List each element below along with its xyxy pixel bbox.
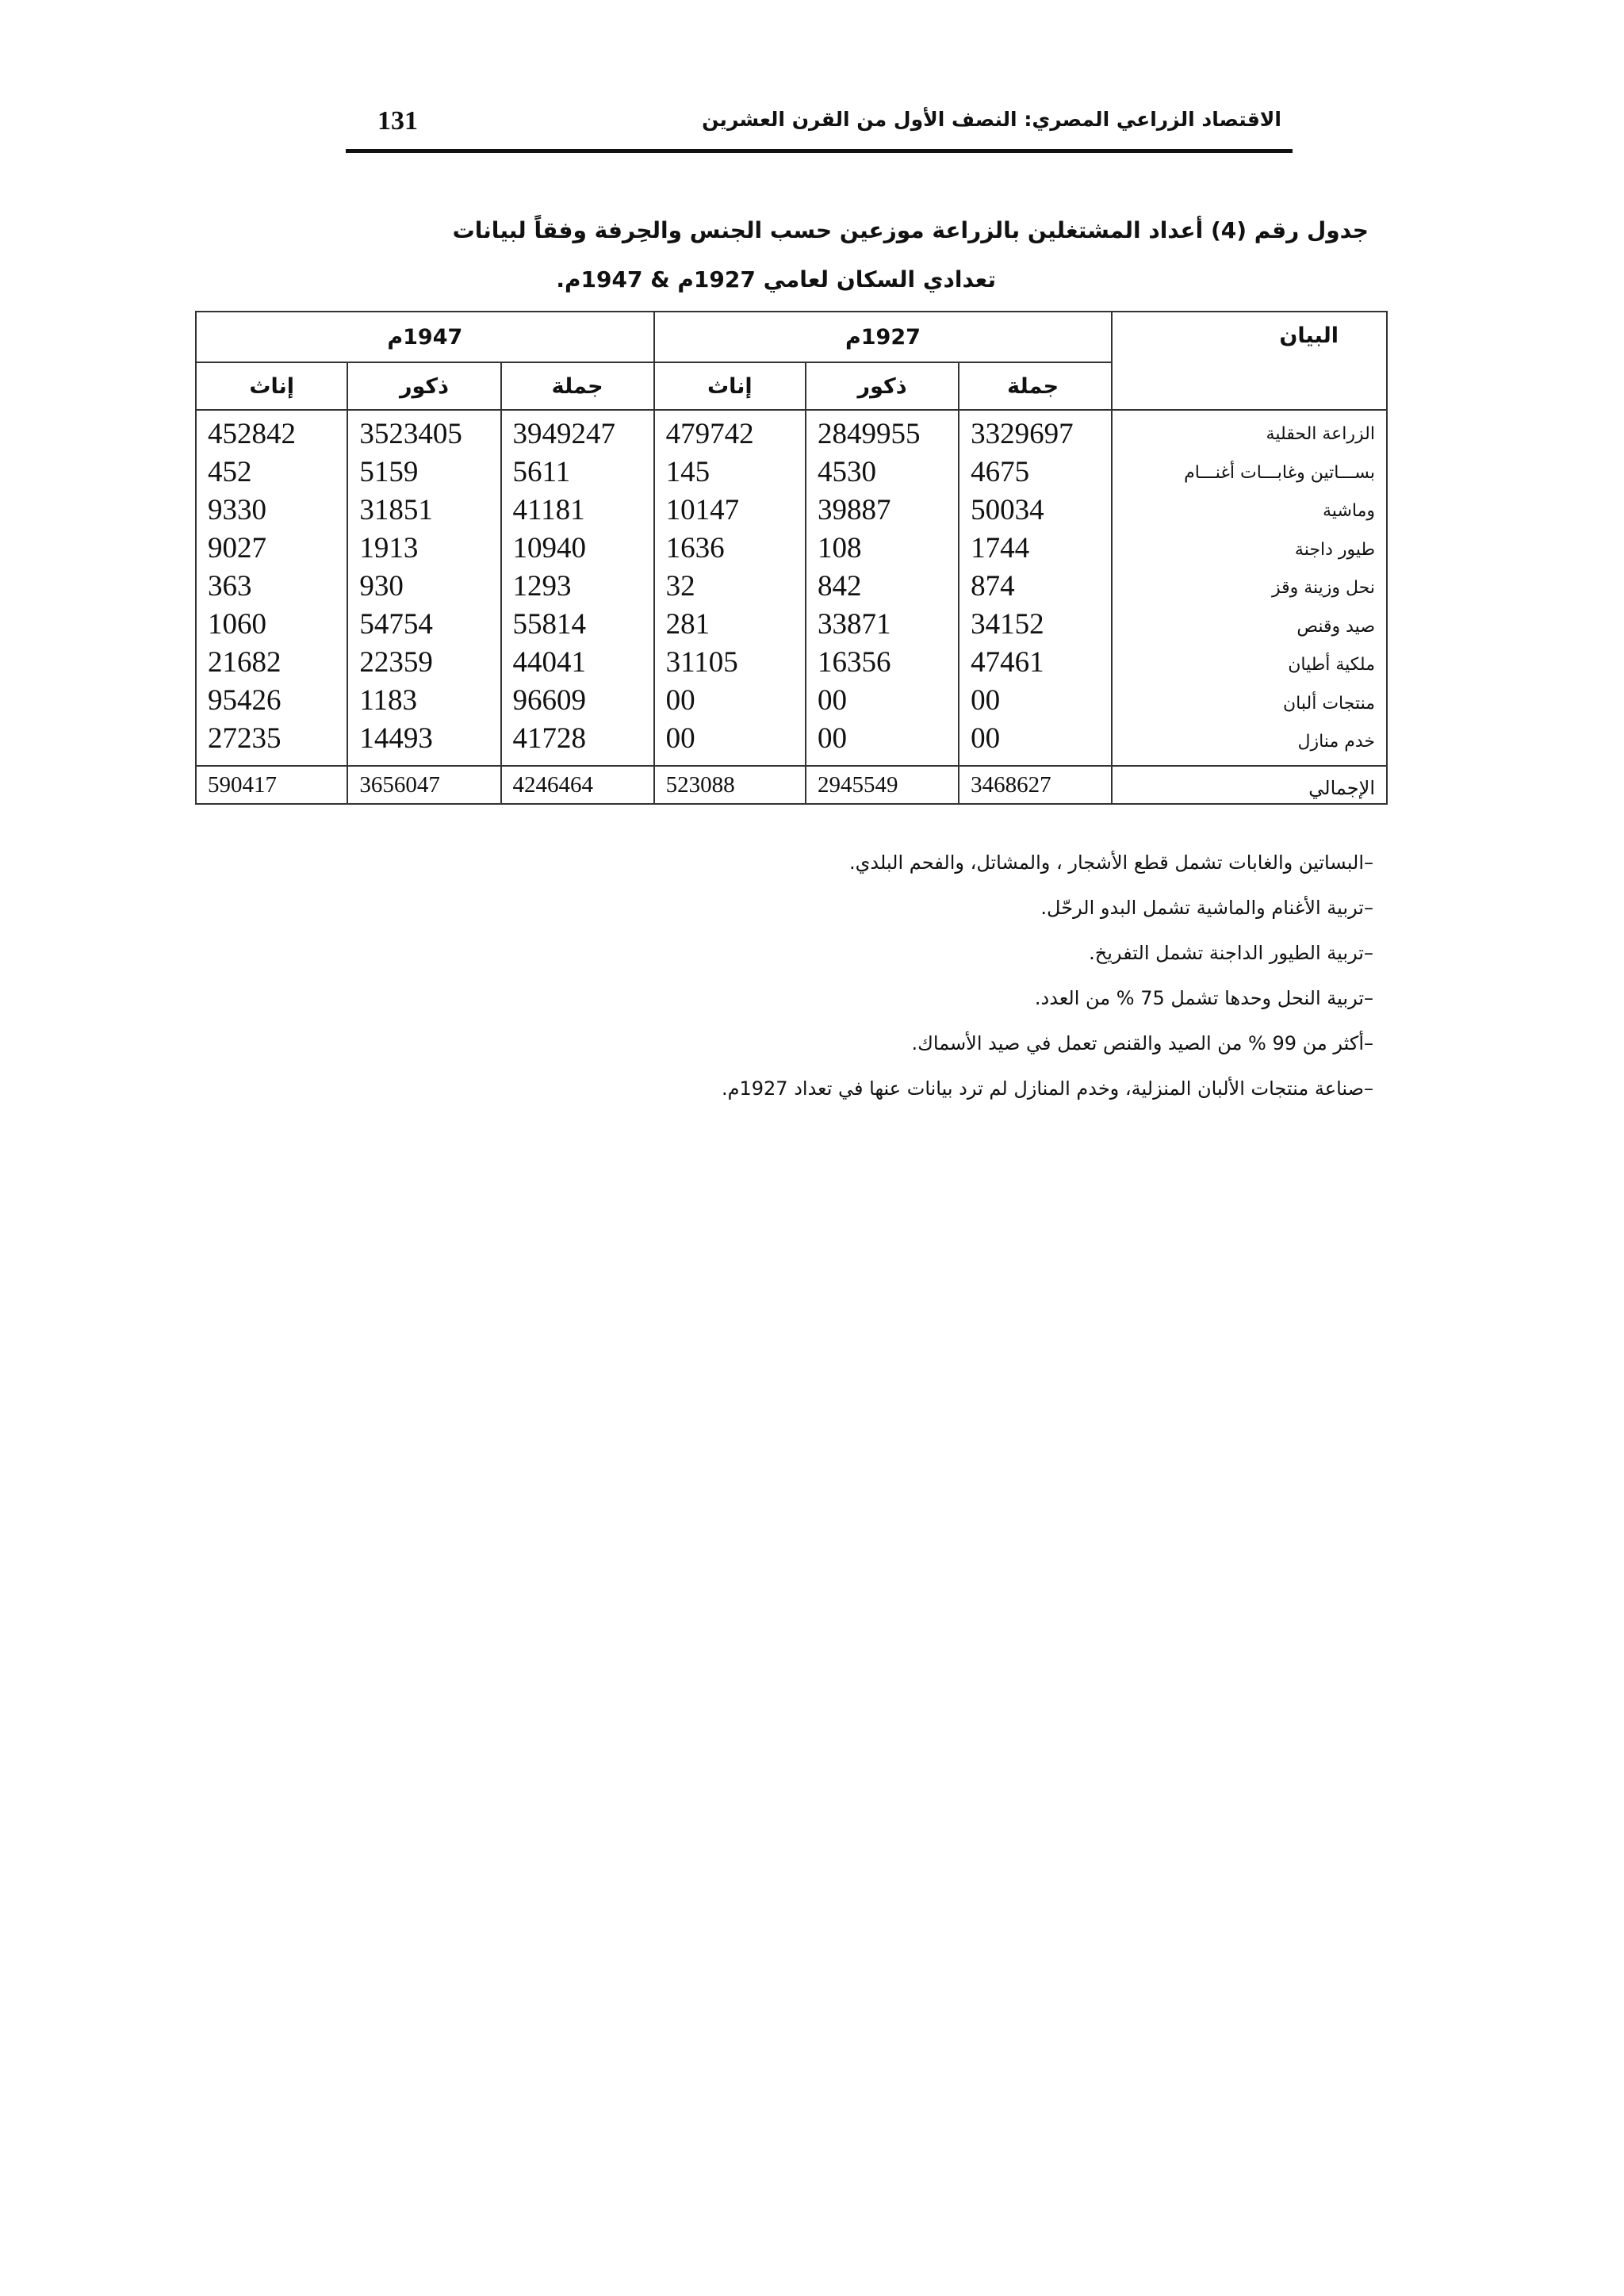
total-label: الإجمالي [1112, 766, 1387, 804]
page-number: 131 [377, 106, 418, 136]
table-cell: 874 [971, 570, 1015, 603]
footnote: –البساتين والغابات تشمل قطع الأشجار ، والمشاتل، والفحم البلدي. [848, 851, 1373, 874]
table-cell: 2849955 [818, 418, 921, 450]
table-cell: 55814 [512, 608, 587, 641]
col-1927-females [654, 410, 806, 766]
table-cell: 00 [818, 684, 848, 717]
row-labels-cell [1112, 410, 1387, 766]
table-cell: 5159 [359, 456, 419, 488]
table-cell: 1293 [512, 570, 572, 603]
table-cell: 50034 [971, 494, 1044, 526]
table-cell: 32 [665, 570, 695, 603]
col-1927-males [806, 410, 959, 766]
row-label: منتجات ألبان [1283, 693, 1375, 714]
header-1927-total: جملة [959, 362, 1112, 410]
total-row [196, 766, 1387, 804]
table-cell: 00 [818, 722, 848, 755]
table-cell: 16356 [818, 646, 891, 679]
table-cell: 363 [208, 570, 252, 603]
header-1927-males: ذكور [806, 362, 959, 410]
footnote: –أكثر من 99 % من الصيد والقنص تعمل في صيد الأسماك. [911, 1032, 1373, 1054]
row-label: صيد وقنص [1297, 616, 1375, 637]
header-1947-males: ذكور [347, 362, 500, 410]
header-1947-females: إناث [196, 362, 347, 410]
col-1947-total [501, 410, 654, 766]
header-item: البيان [1112, 312, 1387, 410]
running-title: الاقتصاد الزراعي المصري: النصف الأول من القرن العشرين [702, 108, 1281, 131]
table-cell: 95426 [208, 684, 282, 717]
table-cell: 10940 [512, 532, 587, 564]
col-1947-males [347, 410, 500, 766]
table-cell: 41728 [512, 722, 587, 755]
footnote: –تربية النحل وحدها تشمل 75 % من العدد. [1034, 987, 1373, 1009]
total-1947-females: 590417 [196, 766, 347, 804]
footnotes [722, 840, 1373, 1112]
table-cell: 281 [665, 608, 710, 641]
row-label: خدم منازل [1297, 732, 1375, 752]
footnote: –تربية الأغنام والماشية تشمل البدو الرحّل. [1040, 897, 1373, 919]
table-cell: 1636 [665, 532, 725, 564]
table-cell: 452 [208, 456, 252, 488]
table-cell: 14493 [359, 722, 433, 755]
total-1927-females: 523088 [654, 766, 806, 804]
table-cell: 3949247 [512, 418, 616, 450]
table-cell: 479742 [665, 418, 754, 450]
table-cell: 1744 [971, 532, 1030, 564]
total-1927-males: 2945549 [806, 766, 959, 804]
table-cell: 22359 [359, 646, 433, 679]
table-cell: 10147 [665, 494, 740, 526]
page-header [346, 101, 1293, 153]
table-cell: 21682 [208, 646, 282, 679]
table-cell: 00 [971, 684, 1001, 717]
table-cell: 27235 [208, 722, 282, 755]
header-1947-total: جملة [501, 362, 654, 410]
row-label: وماشية [1323, 501, 1375, 521]
table-cell: 452842 [208, 418, 296, 450]
table-cell: 3329697 [971, 418, 1074, 450]
table-cell: 31851 [359, 494, 433, 526]
table-cell: 44041 [512, 646, 587, 679]
table-caption-line1: جدول رقم (4) أعداد المشتغلين بالزراعة موزعين حسب الجنس والحِرفة وفقاً لبيانات [452, 217, 1369, 243]
total-1927-total: 3468627 [959, 766, 1112, 804]
header-year-1947: 1947م [196, 312, 654, 362]
row-label: الزراعة الحقلية [1266, 424, 1375, 444]
table-cell: 9330 [208, 494, 266, 526]
footnote: –صناعة منتجات الألبان المنزلية، وخدم المنازل لم ترد بيانات عنها في تعداد 1927م. [722, 1077, 1373, 1100]
table-cell: 3523405 [359, 418, 462, 450]
table-body-row [196, 410, 1387, 766]
row-label: نحل وزينة وقز [1271, 578, 1375, 598]
table-cell: 00 [665, 684, 695, 717]
table-cell: 41181 [512, 494, 585, 526]
table-cell: 842 [818, 570, 862, 603]
table-cell: 1913 [359, 532, 419, 564]
table-cell: 39887 [818, 494, 891, 526]
header-year-1927: 1927م [654, 312, 1113, 362]
table-cell: 34152 [971, 608, 1044, 641]
table-cell: 47461 [971, 646, 1044, 679]
data-table [195, 311, 1388, 805]
table-cell: 1183 [359, 684, 418, 717]
table-cell: 4530 [818, 456, 877, 488]
table-cell: 4675 [971, 456, 1030, 488]
table-cell: 31105 [665, 646, 738, 679]
table-cell: 5611 [512, 456, 571, 488]
table-cell: 145 [665, 456, 710, 488]
total-1947-total: 4246464 [501, 766, 654, 804]
row-label: ملكية أطيان [1288, 655, 1375, 675]
table-cell: 54754 [359, 608, 433, 641]
table-caption-line2: تعدادي السكان لعامي 1927م & 1947م. [556, 266, 996, 293]
total-1947-males: 3656047 [347, 766, 500, 804]
table-cell: 9027 [208, 532, 266, 564]
footnote: –تربية الطيور الداجنة تشمل التفريخ. [1089, 942, 1373, 964]
table-cell: 00 [665, 722, 695, 755]
row-label: بســـاتين وغابـــات أغنـــام [1184, 462, 1375, 483]
table-cell: 33871 [818, 608, 891, 641]
table-cell: 1060 [208, 608, 266, 641]
header-1927-females: إناث [654, 362, 806, 410]
table-cell: 96609 [512, 684, 587, 717]
table-cell: 108 [818, 532, 862, 564]
table-cell: 00 [971, 722, 1001, 755]
row-label: طيور داجنة [1294, 539, 1375, 560]
col-1947-females [196, 410, 347, 766]
col-1927-total [959, 410, 1112, 766]
table-cell: 930 [359, 570, 404, 603]
header-row-years [196, 312, 1387, 362]
